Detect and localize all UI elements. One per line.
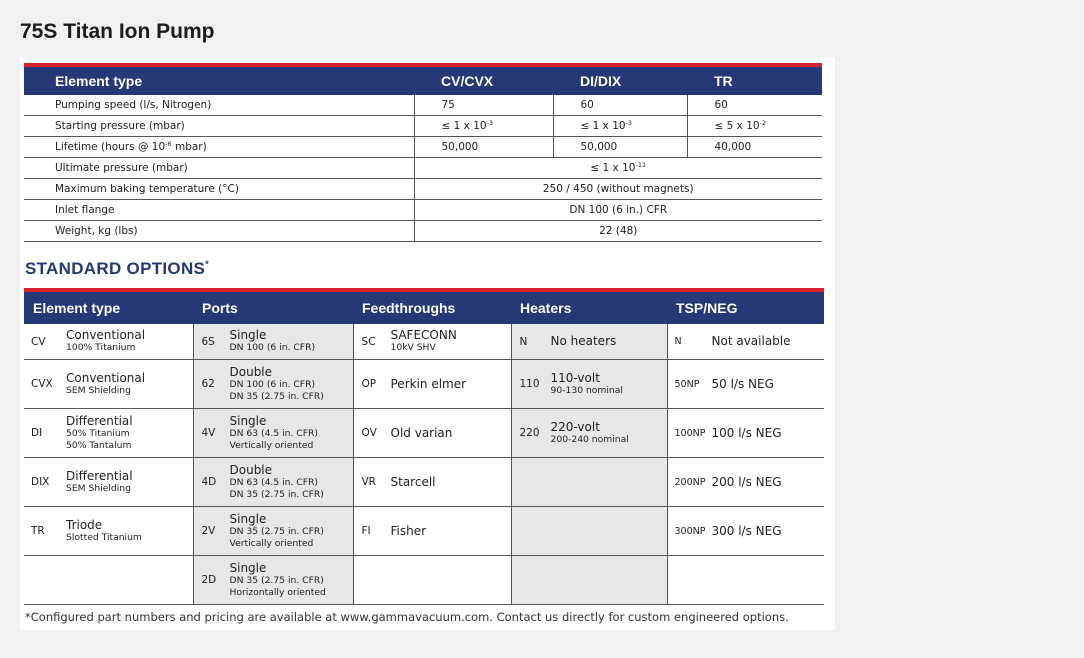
- options-header-feedthroughs: Feedthroughs: [353, 290, 511, 324]
- option-cell-content: [194, 562, 353, 599]
- option-code: 200NP: [674, 476, 706, 488]
- options-row: [24, 324, 824, 360]
- spec-header-element-type: Element type: [24, 65, 414, 95]
- option-cell-neg: [667, 458, 824, 507]
- value-exponent: -3: [486, 119, 494, 127]
- option-cell-neg: [667, 409, 824, 458]
- option-text: [712, 427, 782, 440]
- options-row: [24, 507, 824, 556]
- option-cell-element: [24, 324, 193, 360]
- option-cell-heater: [511, 458, 667, 507]
- option-code: 4D: [201, 476, 217, 488]
- spec-value-cv: [414, 116, 553, 137]
- option-cell-content: [354, 525, 511, 538]
- spec-header-tr: TR: [687, 65, 822, 95]
- option-text: [551, 335, 617, 348]
- option-code: VR: [361, 476, 376, 488]
- option-sub: SEM Shielding: [66, 482, 131, 494]
- option-main: 220-volt: [550, 419, 600, 434]
- option-cell-neg: [667, 556, 824, 605]
- option-sub: DN 100 (6 in. CFR): [229, 342, 316, 353]
- spec-header-di: DI/DIX: [553, 65, 687, 95]
- option-main: 300 l/s NEG: [711, 523, 782, 538]
- option-sub: Horizontally oriented: [229, 586, 326, 598]
- option-cell-feed: [353, 507, 511, 556]
- option-text: [712, 476, 782, 489]
- option-main: Triode: [66, 517, 103, 532]
- option-text: [230, 415, 318, 452]
- option-sub: 50% Titanium: [66, 427, 130, 439]
- options-header-tsp-neg: TSP/NEG: [667, 290, 824, 324]
- option-code: N: [519, 335, 528, 348]
- spec-value-merged: [414, 158, 822, 179]
- spec-label: Maximum baking temperature (°C): [24, 179, 414, 200]
- spec-value-di: [553, 116, 687, 137]
- spec-header-cv: CV/CVX: [414, 65, 553, 95]
- option-text: [712, 525, 782, 538]
- option-main: Differential: [66, 468, 133, 483]
- option-cell-content: [194, 329, 353, 354]
- option-code: 6S: [201, 335, 215, 348]
- option-cell-content: [24, 470, 193, 495]
- option-cell-element: [24, 409, 193, 458]
- option-main: Conventional: [66, 328, 146, 342]
- spec-value-di: 60: [553, 95, 687, 116]
- option-code: 2D: [201, 574, 217, 586]
- option-code: OP: [361, 378, 377, 390]
- option-cell-port: [193, 324, 353, 360]
- option-sub: DN 35 (2.75 in. CFR): [229, 525, 324, 537]
- option-code: 50NP: [674, 378, 700, 390]
- page-title: 75S Titan Ion Pump: [20, 20, 215, 43]
- option-cell-neg: [667, 360, 824, 409]
- option-cell-feed: [353, 458, 511, 507]
- option-code: OV: [361, 427, 377, 439]
- spec-row-lifetime: [24, 137, 822, 158]
- spec-label: Pumping speed (l/s, Nitrogen): [24, 95, 414, 116]
- spec-value-tr: 40,000: [687, 137, 822, 158]
- spec-value-merged: DN 100 (6 in.) CFR: [414, 200, 822, 221]
- option-sub: DN 35 (2.75 in. CFR): [229, 390, 324, 402]
- options-header-ports: Ports: [193, 290, 353, 324]
- spec-row-starting-pressure: [24, 116, 822, 137]
- option-cell-content: [668, 335, 825, 348]
- value-base: ≤ 5 x 10: [714, 120, 760, 132]
- option-text: [391, 378, 467, 391]
- option-main: Double: [229, 462, 273, 477]
- option-cell-element: [24, 507, 193, 556]
- option-cell-heater: [511, 507, 667, 556]
- option-code: FI: [361, 525, 371, 537]
- option-text: [391, 525, 427, 538]
- option-cell-content: [354, 427, 511, 440]
- footnote-mark: *: [205, 259, 209, 269]
- value-exponent: -11: [635, 161, 647, 169]
- content-panel: [20, 57, 835, 630]
- option-main: Single: [229, 328, 267, 342]
- option-code: 2V: [201, 525, 216, 537]
- label-pre: Lifetime (hours @ 10: [55, 141, 166, 153]
- options-header-heaters: Heaters: [511, 290, 667, 324]
- spec-value-di: 50,000: [553, 137, 687, 158]
- section-title-text: STANDARD OPTIONS: [25, 259, 206, 278]
- option-cell-feed: [353, 409, 511, 458]
- option-cell-content: [194, 513, 353, 550]
- options-row: [24, 360, 824, 409]
- option-code: CVX: [31, 378, 53, 390]
- spec-value-tr: [687, 116, 822, 137]
- option-text: [391, 427, 453, 440]
- option-code: DIX: [31, 476, 50, 488]
- option-cell-content: [354, 329, 511, 354]
- option-cell-heater: [511, 324, 667, 360]
- option-code: 110: [519, 378, 540, 390]
- option-main: 110-volt: [550, 370, 600, 385]
- option-code: N: [674, 336, 682, 347]
- spec-value-tr: 60: [687, 95, 822, 116]
- option-main: No heaters: [550, 334, 617, 348]
- option-text: [712, 335, 791, 348]
- option-main: Not available: [711, 334, 791, 348]
- option-code: 220: [519, 427, 540, 439]
- option-sub: Slotted Titanium: [66, 531, 142, 543]
- spec-label: Ultimate pressure (mbar): [24, 158, 414, 179]
- value-exponent: -2: [759, 119, 767, 127]
- option-main: Single: [229, 511, 267, 526]
- option-sub: 200-240 nominal: [550, 433, 629, 445]
- option-code: 300NP: [674, 525, 706, 537]
- option-cell-content: [24, 415, 193, 452]
- option-main: SAFECONN: [390, 328, 457, 342]
- option-text: [712, 378, 774, 391]
- option-cell-port: [193, 360, 353, 409]
- option-main: Differential: [66, 413, 133, 428]
- option-cell-heater: [511, 556, 667, 605]
- options-header-element-type: Element type: [24, 290, 193, 324]
- option-sub: 50% Tantalum: [66, 439, 132, 451]
- option-cell-content: [512, 372, 667, 397]
- option-main: 200 l/s NEG: [711, 474, 782, 489]
- option-code: SC: [361, 335, 376, 348]
- option-sub: 100% Titanium: [66, 342, 136, 353]
- option-main: Perkin elmer: [390, 376, 467, 391]
- option-main: Starcell: [390, 474, 436, 489]
- value-base: ≤ 1 x 10: [580, 120, 626, 132]
- spec-label: Weight, kg (lbs): [24, 221, 414, 242]
- option-cell-neg: [667, 507, 824, 556]
- option-cell-content: [354, 378, 511, 391]
- option-code: CV: [31, 335, 46, 348]
- option-cell-feed: [353, 556, 511, 605]
- option-cell-element: [24, 360, 193, 409]
- option-cell-content: [512, 335, 667, 348]
- option-cell-content: [668, 525, 825, 538]
- option-sub: 90-130 nominal: [550, 384, 623, 396]
- option-cell-feed: [353, 360, 511, 409]
- option-cell-element: [24, 556, 193, 605]
- option-cell-heater: [511, 409, 667, 458]
- option-code: DI: [31, 427, 43, 439]
- options-header-row: [24, 290, 824, 324]
- option-code: TR: [31, 525, 45, 537]
- option-sub: Vertically oriented: [229, 439, 314, 451]
- options-row: [24, 409, 824, 458]
- label-exponent: -6: [165, 140, 172, 148]
- option-text: [391, 329, 457, 354]
- option-cell-content: [194, 464, 353, 501]
- option-cell-heater: [511, 360, 667, 409]
- option-cell-content: [24, 372, 193, 397]
- spec-row-pumping-speed: [24, 95, 822, 116]
- option-text: [551, 421, 629, 446]
- option-sub: DN 100 (6 in. CFR): [229, 378, 316, 390]
- option-cell-content: [24, 519, 193, 544]
- spec-value-cv: 50,000: [414, 137, 553, 158]
- option-main: Fisher: [390, 523, 427, 538]
- spec-header-row: [24, 65, 822, 95]
- option-cell-content: [194, 366, 353, 403]
- spec-label: Starting pressure (mbar): [24, 116, 414, 137]
- option-cell-content: [668, 427, 825, 440]
- option-cell-content: [668, 476, 825, 489]
- value-base: ≤ 1 x 10: [441, 120, 487, 132]
- spec-table: [24, 63, 822, 242]
- spec-row-baking: [24, 179, 822, 200]
- spec-row-inlet-flange: [24, 200, 822, 221]
- option-cell-content: [668, 378, 825, 391]
- value-base: ≤ 1 x 10: [590, 162, 636, 174]
- spec-label: Inlet flange: [24, 200, 414, 221]
- option-main: Double: [229, 364, 273, 379]
- option-text: [66, 372, 145, 397]
- option-main: Single: [229, 413, 267, 428]
- option-main: Old varian: [390, 425, 453, 440]
- spec-row-ultimate-pressure: [24, 158, 822, 179]
- option-cell-content: [194, 415, 353, 452]
- option-cell-content: [24, 329, 193, 354]
- option-text: [230, 329, 316, 354]
- value-exponent: -3: [625, 119, 633, 127]
- option-cell-port: [193, 507, 353, 556]
- option-sub: DN 35 (2.75 in. CFR): [229, 488, 324, 500]
- option-code: 100NP: [674, 427, 706, 439]
- footnote: *Configured part numbers and pricing are available at www.gammavacuum.com. Contact us directly for custom engineered options.: [25, 610, 789, 624]
- option-text: [66, 415, 133, 452]
- option-text: [230, 366, 324, 403]
- option-cell-neg: [667, 324, 824, 360]
- option-sub: SEM Shielding: [66, 384, 131, 396]
- spec-row-weight: [24, 221, 822, 242]
- option-main: 50 l/s NEG: [711, 376, 774, 391]
- option-cell-feed: [353, 324, 511, 360]
- option-sub: 10kV SHV: [390, 342, 436, 353]
- section-title-standard-options: [25, 259, 209, 279]
- option-main: Conventional: [66, 370, 146, 385]
- option-text: [66, 519, 142, 544]
- option-code: 62: [201, 378, 215, 390]
- option-cell-content: [354, 476, 511, 489]
- option-main: 100 l/s NEG: [711, 425, 782, 440]
- option-sub: DN 35 (2.75 in. CFR): [229, 574, 324, 586]
- option-sub: Vertically oriented: [229, 537, 314, 549]
- option-cell-port: [193, 409, 353, 458]
- option-code: 4V: [201, 427, 216, 439]
- option-cell-port: [193, 458, 353, 507]
- spec-value-cv: 75: [414, 95, 553, 116]
- option-text: [551, 372, 623, 397]
- option-sub: DN 63 (4.5 in. CFR): [229, 427, 318, 439]
- options-body: [24, 324, 824, 605]
- option-text: [230, 464, 324, 501]
- option-text: [230, 562, 326, 599]
- option-cell-element: [24, 458, 193, 507]
- spec-value-merged: 250 / 450 (without magnets): [414, 179, 822, 200]
- spec-label: [24, 137, 414, 158]
- options-table: [24, 288, 824, 605]
- options-row: [24, 556, 824, 605]
- option-sub: DN 63 (4.5 in. CFR): [229, 476, 318, 488]
- option-text: [391, 476, 436, 489]
- option-cell-port: [193, 556, 353, 605]
- option-text: [66, 470, 133, 495]
- label-post: mbar): [171, 141, 207, 153]
- option-text: [230, 513, 324, 550]
- option-cell-content: [512, 421, 667, 446]
- spec-value-merged: 22 (48): [414, 221, 822, 242]
- options-row: [24, 458, 824, 507]
- option-main: Single: [229, 560, 267, 575]
- option-text: [66, 329, 145, 354]
